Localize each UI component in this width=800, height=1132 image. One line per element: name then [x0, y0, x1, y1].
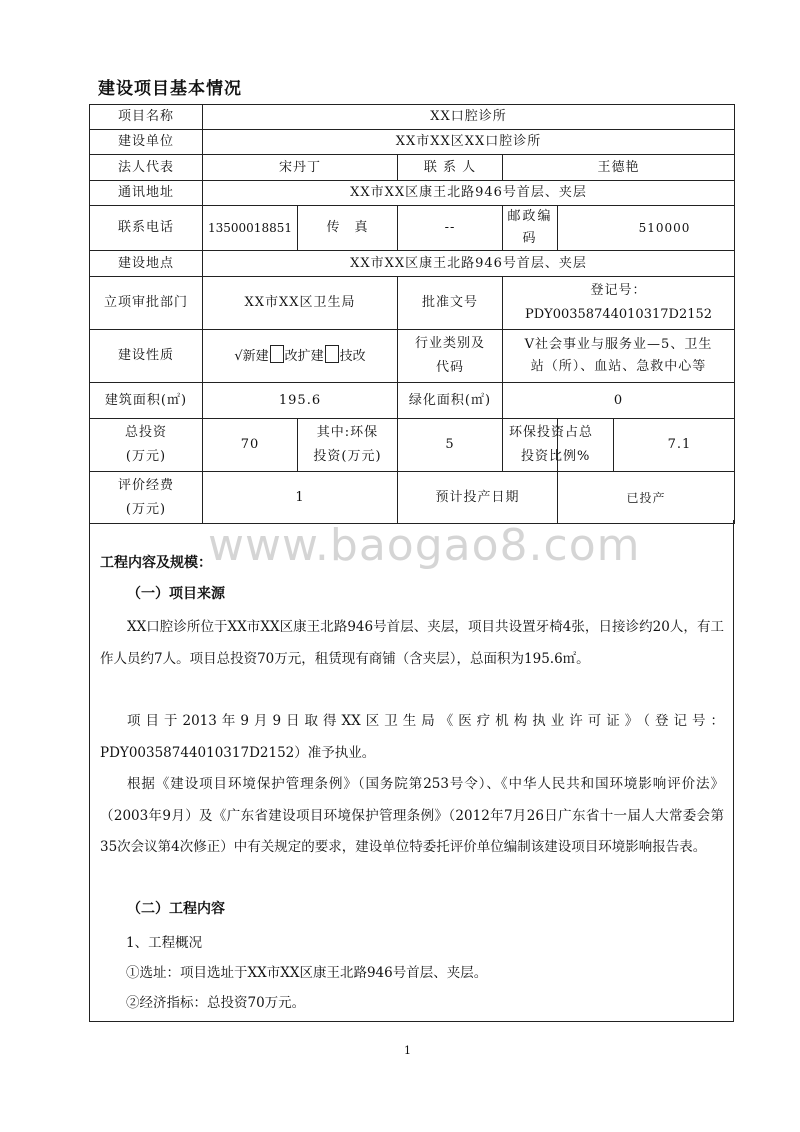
area-label: 建筑面积(㎡)	[90, 383, 203, 419]
invest-label-cell	[90, 419, 203, 472]
watermark: www.baogao8.com	[208, 520, 641, 571]
fax-value: --	[398, 206, 503, 251]
page-number: 1	[404, 1044, 411, 1057]
prod-date-value: 已投产	[558, 472, 735, 524]
paragraph-source-2: 项目于2013年9月9日取得XX区卫生局《医疗机构执业许可证》（登记号：PDY00358744010317D2152）准予执业。	[100, 713, 724, 761]
builder-label: 建设单位	[90, 130, 203, 155]
subsection-source-title: （一）项目来源	[127, 586, 225, 602]
nature-label: 建设性质	[90, 330, 203, 383]
prod-date-label: 预计投产日期	[398, 472, 558, 524]
row-investment	[90, 419, 735, 472]
legal-rep-label: 法人代表	[90, 155, 203, 181]
fax-label: 传 真	[298, 206, 398, 251]
eval-fee-value: 1	[203, 472, 398, 524]
row-eval-fee	[90, 472, 735, 524]
economic-item: ②经济指标：总投资70万元。	[126, 995, 306, 1011]
site-value: XX市XX区康王北路946号首层、夹层	[203, 251, 735, 277]
env-ratio-value: 7.1	[558, 419, 735, 472]
env-invest-value: 5	[398, 419, 503, 472]
postcode-label: 邮政编码	[503, 206, 558, 251]
nature-tech: 技改	[339, 348, 366, 364]
approval-no-label: 批准文号	[398, 277, 503, 330]
env-invest-label-cell	[298, 419, 398, 472]
invest-label-line2: (万元)	[125, 449, 167, 464]
invest-value: 70	[203, 419, 298, 472]
phone-label: 联系电话	[90, 206, 203, 251]
contact-label: 联 系 人	[398, 155, 503, 181]
address-value: XX市XX区康王北路946号首层、夹层	[203, 181, 735, 206]
row-nature	[90, 330, 735, 383]
builder-value: XX市XX区XX口腔诊所	[203, 130, 735, 155]
row-project-name	[90, 105, 735, 130]
site-item: ①选址：项目选址于XX市XX区康王北路946号首层、夹层。	[126, 965, 488, 981]
approval-dept-value: XX市XX区卫生局	[203, 277, 398, 330]
eval-fee-label-line2: (万元)	[125, 501, 167, 517]
contact-value: 王德艳	[503, 155, 735, 181]
invest-label-line1: 总投资	[124, 425, 167, 440]
phone-value: 13500018851	[203, 206, 298, 251]
row-area	[90, 383, 735, 419]
env-ratio-label-line2: 投资比例%	[521, 449, 591, 464]
section-title: 工程内容及规模：	[100, 555, 212, 571]
row-phone	[90, 206, 735, 251]
row-builder	[90, 130, 735, 155]
nature-expand: 改扩建	[284, 348, 324, 364]
approval-dept-label: 立项审批部门	[90, 277, 203, 330]
industry-value-cell	[503, 330, 735, 383]
industry-label-line2: 代码	[435, 360, 464, 375]
row-legal-rep	[90, 155, 735, 181]
industry-line2: 站（所）、血站、急救中心等	[530, 359, 707, 374]
green-value: 0	[503, 383, 735, 419]
reg-number-label: 登记号：	[590, 283, 647, 298]
project-name-value: XX口腔诊所	[203, 105, 735, 130]
nature-new-checked: √新建	[234, 348, 269, 364]
project-content-section	[89, 520, 734, 1022]
project-info-table	[89, 104, 735, 524]
tech-checkbox	[325, 345, 339, 363]
env-invest-label-line2: 投资(万元)	[313, 449, 382, 464]
address-label: 通讯地址	[90, 181, 203, 206]
industry-line1: V社会事业与服务业—5、卫生	[524, 337, 713, 352]
row-site	[90, 251, 735, 277]
industry-label-cell	[398, 330, 503, 383]
env-ratio-label-cell	[503, 419, 594, 472]
legal-rep-value: 宋丹丁	[203, 155, 398, 181]
subsection-content-title: （二）工程内容	[127, 901, 225, 917]
postcode-value: 510000	[558, 206, 735, 251]
row-address	[90, 181, 735, 206]
eval-fee-label-cell	[90, 472, 203, 524]
env-ratio-label-line1: 环保投资占总	[509, 425, 594, 440]
expand-checkbox	[270, 345, 284, 363]
reg-number-value: PDY00358744010317D2152	[524, 307, 713, 322]
area-value: 195.6	[203, 383, 398, 419]
reg-number-cell	[503, 277, 735, 330]
eval-fee-label-line1: 评价经费	[117, 477, 174, 493]
env-invest-label-line1: 其中:环保	[316, 425, 379, 440]
document-title: 建设项目基本情况	[98, 79, 242, 99]
row-approval	[90, 277, 735, 330]
overview-heading: 1、工程概况	[126, 935, 203, 951]
green-label: 绿化面积(㎡)	[398, 383, 503, 419]
paragraph-source-1: XX口腔诊所位于XX市XX区康王北路946号首层、夹层，项目共设置牙椅4张，日接诊约20人，有工作人员约7人。项目总投资70万元，租赁现有商铺（含夹层），总面积为195.6㎡。	[100, 619, 724, 667]
industry-label-line1: 行业类别及	[414, 336, 485, 351]
site-label: 建设地点	[90, 251, 203, 277]
nature-options	[203, 330, 398, 383]
project-name-label: 项目名称	[90, 105, 203, 130]
paragraph-source-3: 根据《建设项目环境保护管理条例》（国务院第253号令）、《中华人民共和国环境影响评价法》（2003年9月）及《广东省建设项目环境保护管理条例》（2012年7月26日广东省十一届人大常委会第35次会议第4次修正）中有关规定的要求，建设单位特委托评价单位编制该建设项目环境影响报告表。	[100, 776, 724, 855]
